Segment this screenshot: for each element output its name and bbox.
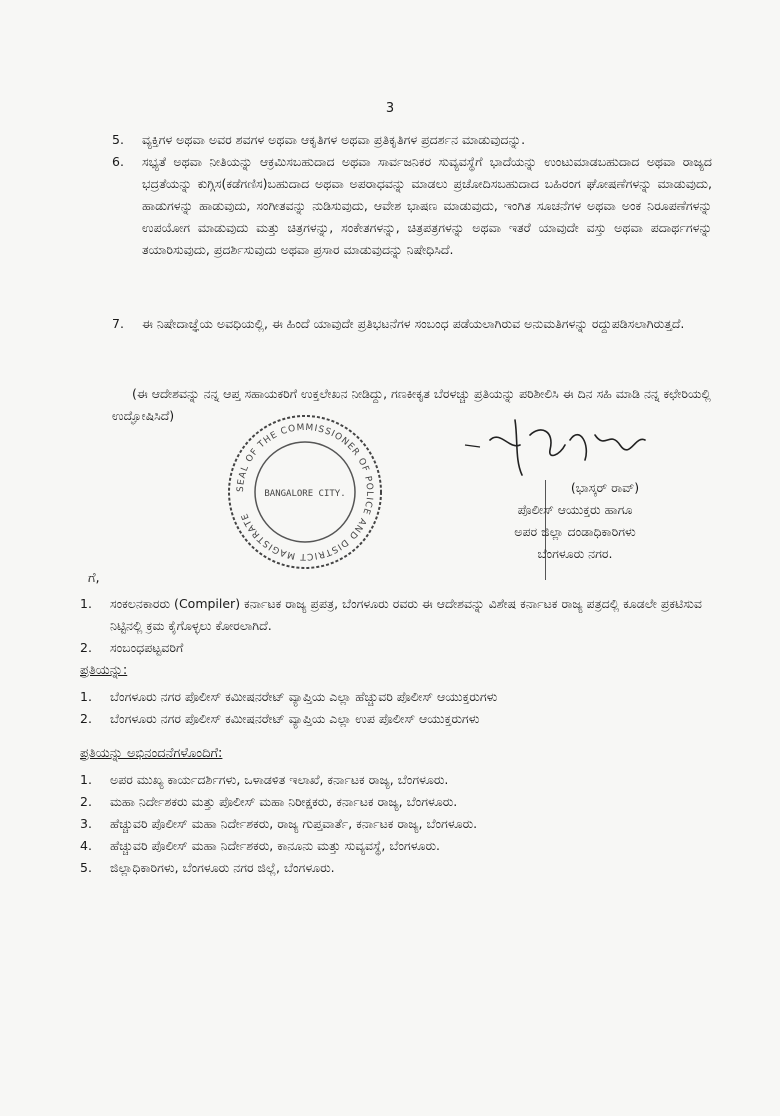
item-number: 7.	[112, 316, 124, 331]
signatory-block	[460, 477, 690, 565]
item-text: ಬೆಂಗಳೂರು ನಗರ ಪೊಲೀಸ್ ಕಮೀಷನರೇಟ್ ವ್ಯಾಪ್ತಿಯ ಎಲ್ಲಾ ಉಪ ಪೊಲೀಸ್ ಆಯುಕ್ತರುಗಳು	[110, 711, 480, 726]
item-text: ವ್ಯಕ್ತಿಗಳ ಅಥವಾ ಅವರ ಶವಗಳ ಅಥವಾ ಆಕೃತಿಗಳ ಅಥವಾ ಪ್ರತಿಕೃತಿಗಳ ಪ್ರದರ್ಶನ ಮಾಡುವುದನ್ನು.	[142, 132, 526, 147]
dictation-note: (ಈ ಆದೇಶವನ್ನು ನನ್ನ ಆಪ್ತ ಸಹಾಯಕರಿಗೆ ಉಕ್ತಲೇಖನ ನೀಡಿದ್ದು, ಗಣಕೀಕೃತ ಬೆರಳಚ್ಚು ಪ್ರತಿಯನ್ನು ಪರಿಶೀಲಿಸಿ ಈ ದಿನ ಸಹಿ ಮಾಡಿ ನನ್ನ ಕಛೇರಿಯಲ್ಲಿ ಉದ್ಘೋಷಿಸಿದೆ)	[112, 386, 711, 423]
item-text: ಈ ನಿಷೇದಾಜ್ಞೆಯ ಅವಧಿಯಲ್ಲಿ, ಈ ಹಿಂದೆ ಯಾವುದೇ ಪ್ರತಿಭಟನೆಗಳ ಸಂಬಂಧ ಪಡೆಯಲಾಗಿರುವ ಅನುಮತಿಗಳನ್ನು ರದ್ದುಪಡಿಸಲಾಗಿರುತ್ತದೆ.	[142, 316, 685, 331]
list-item	[80, 813, 720, 835]
item-number: 1.	[80, 772, 92, 787]
item-text: ಸಭ್ಯತೆ ಅಥವಾ ನೀತಿಯನ್ನು ಆಕ್ರಮಿಸಬಹುದಾದ ಅಥವಾ ಸಾರ್ವಜನಿಕರ ಸುವ್ಯವಸ್ಥೆಗೆ ಭಾದೆಯನ್ನು ಉಂಟುಮಾಡಬಹುದಾದ ಅಥವಾ ರಾಜ್ಯದ ಭದ್ರತೆಯನ್ನು ಕುಗ್ಗಿಸ(ಕಡೆಗಣಿಸ)ಬಹುದಾದ ಅಥವಾ ಅಪರಾಧವನ್ನು ಮಾಡಲು ಪ್ರಚೋದಿಸಬಹುದಾದ ಬಹಿರಂಗ ಘೋಷಣೆಗಳನ್ನು ಮಾಡುವುದು, ಹಾಡುಗಳನ್ನು ಹಾಡುವುದು, ಸಂಗೀತವನ್ನು ನುಡಿಸುವುದು, ಆವೇಶ ಭಾಷಣ ಮಾಡುವುದು, ಇಂಗಿತ ಸೂಚನೆಗಳ ಅಥವಾ ಅಂಕ ನಿರೂಪಣೆಗಳನ್ನು ಉಪಯೋಗ ಮಾಡುವುದು ಮತ್ತು ಚಿತ್ರಗಳನ್ನು, ಸಂಕೇತಗಳನ್ನು, ಚಿತ್ರಪತ್ರಗಳನ್ನು ಅಥವಾ ಇತರೆ ಯಾವುದೇ ವಸ್ತು ಅಥವಾ ಪದಾರ್ಥಗಳನ್ನು ತಯಾರಿಸುವುದು, ಪ್ರದರ್ಶಿಸುವುದು ಅಥವಾ ಪ್ರಸಾರ ಮಾಡುವುದನ್ನು ನಿಷೇಧಿಸಿದೆ.	[142, 154, 712, 257]
item-number: 5.	[112, 132, 124, 147]
item-number: 2.	[80, 711, 92, 726]
item-text: ಮಹಾ ನಿರ್ದೇಶಕರು ಮತ್ತು ಪೊಲೀಸ್ ಮಹಾ ನಿರೀಕ್ಷಕರು, ಕರ್ನಾಟಕ ರಾಜ್ಯ, ಬೆಂಗಳೂರು.	[110, 794, 458, 809]
item-number: 6.	[112, 154, 124, 169]
item-number: 5.	[80, 860, 92, 875]
item-number: 2.	[80, 640, 92, 655]
copies-heading: ಪ್ರತಿಯನ್ನು:	[80, 663, 128, 678]
item-text: ಸಂಕಲನಕಾರರು (Compiler) ಕರ್ನಾಟಕ ರಾಜ್ಯ ಪ್ರಪತ್ರ, ಬೆಂಗಳೂರು ರವರು ಈ ಆದೇಶವನ್ನು ವಿಶೇಷ ಕರ್ನಾಟಕ ರಾಜ್ಯ ಪತ್ರದಲ್ಲಿ ಕೂಡಲೇ ಪ್ರಕಟಿಸುವ ನಿಟ್ಟಿನಲ್ಲಿ ಕ್ರಮ ಕೈಗೊಳ್ಳಲು ಕೋರಲಾಗಿದೆ.	[110, 596, 702, 633]
signatory-title-1: ಪೊಲೀಸ್ ಆಯುಕ್ತರು ಹಾಗೂ	[517, 502, 633, 517]
copies-ack-heading: ಪ್ರತಿಯನ್ನು ಅಭಿನಂದನೆಗಳೊಂದಿಗೆ:	[80, 746, 223, 761]
item-text: ಬೆಂಗಳೂರು ನಗರ ಪೊಲೀಸ್ ಕಮೀಷನರೇಟ್ ವ್ಯಾಪ್ತಿಯ ಎಲ್ಲಾ ಹೆಚ್ಚುವರಿ ಪೊಲೀಸ್ ಆಯುಕ್ತರುಗಳು	[110, 689, 498, 704]
seal-center-text: BANGALORE CITY.	[264, 489, 346, 499]
item-number: 1.	[80, 689, 92, 704]
seal-ring-text: SEAL OF THE COMMISSIONER OF POLICE AND DISTRICT MAGISTRATE	[235, 422, 375, 562]
list-item	[80, 857, 720, 879]
handwritten-signature	[460, 405, 700, 485]
list-item	[80, 769, 720, 791]
signatory-title-2: ಅಪರ ಜಿಲ್ಲಾ ದಂಡಾಧಿಕಾರಿಗಳು	[514, 524, 636, 539]
item-number: 1.	[80, 596, 92, 611]
order-item-6	[112, 151, 712, 261]
signatory-title-3: ಬೆಂಗಳೂರು ನಗರ.	[537, 546, 613, 561]
item-text: ಜಿಲ್ಲಾಧಿಕಾರಿಗಳು, ಬೆಂಗಳೂರು ನಗರ ಜಿಲ್ಲೆ, ಬೆಂಗಳೂರು.	[110, 860, 335, 875]
official-seal	[225, 412, 385, 572]
list-item	[80, 791, 720, 813]
item-number: 3.	[80, 816, 92, 831]
item-number: 4.	[80, 838, 92, 853]
item-text: ಹೆಚ್ಚುವರಿ ಪೊಲೀಸ್ ಮಹಾ ನಿರ್ದೇಶಕರು, ಕಾನೂನು ಮತ್ತು ಸುವ್ಯವಸ್ಥೆ, ಬೆಂಗಳೂರು.	[110, 838, 441, 853]
order-item-7	[112, 313, 712, 335]
copies-ack-list	[80, 769, 720, 879]
list-item	[80, 637, 720, 659]
list-item	[80, 593, 720, 637]
item-text: ಅಪರ ಮುಖ್ಯ ಕಾರ್ಯದರ್ಶಿಗಳು, ಒಳಾಡಳಿತ ಇಲಾಖೆ, ಕರ್ನಾಟಕ ರಾಜ್ಯ, ಬೆಂಗಳೂರು.	[110, 772, 449, 787]
item-number: 2.	[80, 794, 92, 809]
signatory-name: (ಭಾಸ್ಕರ್ ರಾವ್)	[570, 480, 640, 495]
item-text: ಸಂಬಂಧಪಟ್ಟವರಿಗೆ	[110, 640, 184, 655]
copies-list	[80, 686, 720, 730]
list-item	[80, 686, 720, 708]
order-item-5	[112, 129, 712, 151]
list-item	[80, 835, 720, 857]
to-list	[80, 593, 720, 659]
item-text: ಹೆಚ್ಚುವರಿ ಪೊಲೀಸ್ ಮಹಾ ನಿರ್ದೇಶಕರು, ರಾಜ್ಯ ಗುಪ್ತವಾರ್ತೆ, ಕರ್ನಾಟಕ ರಾಜ್ಯ, ಬೆಂಗಳೂರು.	[110, 816, 478, 831]
to-label: ಗೆ,	[88, 571, 100, 586]
page-number: 3	[385, 101, 395, 116]
list-item	[80, 708, 720, 730]
